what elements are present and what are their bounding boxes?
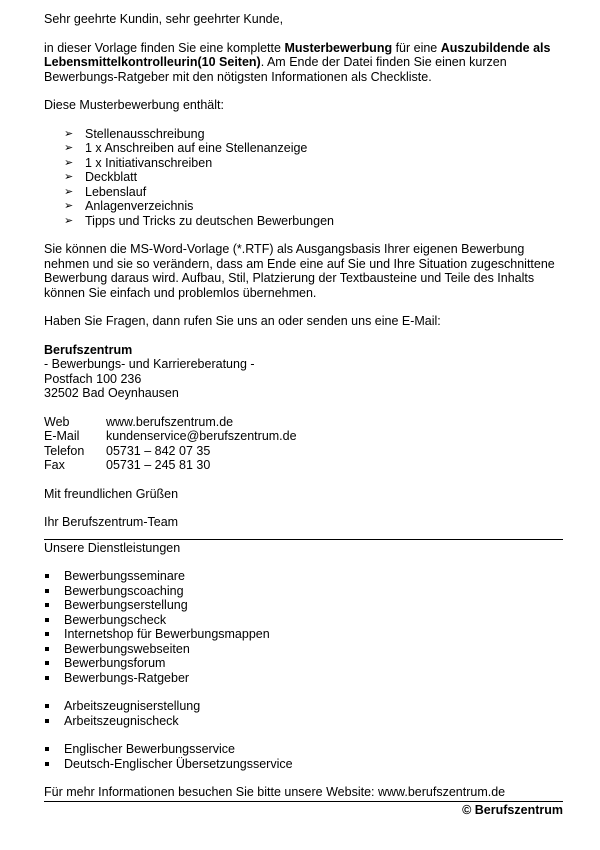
services-list-english — [44, 742, 563, 771]
arrow-bullet-icon: ➢ — [64, 127, 74, 140]
intro-bold-2: Auszubildende als Lebensmittelkontrolleurin(10 Seiten) — [44, 40, 551, 69]
intro-bold-1: Musterbewerbung — [284, 40, 393, 55]
address-line: 32502 Bad Oeynhausen — [44, 386, 179, 400]
services-heading: Unsere Dienstleistungen — [44, 540, 181, 555]
list-item: ➢ Lebenslauf — [64, 184, 147, 199]
contact-row-fax: Fax 05731 – 245 81 30 — [44, 458, 211, 472]
signature: Ihr Berufszentrum-Team — [44, 515, 179, 529]
square-bullet-icon — [45, 647, 49, 651]
arrow-bullet-icon: ➢ — [64, 171, 74, 183]
intro-text-2: für eine — [392, 40, 441, 55]
fax-value: 05731 – 245 81 30 — [106, 458, 211, 472]
contact-row-web: Web www.berufszentrum.de — [44, 414, 234, 429]
copyright: © Berufszentrum — [462, 802, 563, 817]
arrow-bullet-icon: ➢ — [64, 200, 74, 212]
salutation: Sehr geehrte Kundin, sehr geehrter Kunde, — [44, 12, 284, 26]
company-name: Berufszentrum — [44, 342, 133, 357]
square-bullet-icon — [45, 704, 49, 708]
square-bullet-icon — [45, 747, 49, 751]
list-item: Internetshop für Bewerbungsmappen — [44, 627, 563, 642]
list-item: ➢ 1 x Initiativanschreiben — [64, 155, 213, 170]
usage-paragraph: Sie können die MS-Word-Vorlage (*.RTF) als Ausgangsbasis Ihrer eigenen Bewerbung nehmen und sie so verändern, dass am Ende eine auf Sie und Ihre Situation zugeschnittene Bewerbung daraus wird. Aufbau, Stil, Platzierung der Textbausteine und Teile des Inhalts können Sie einfach und problemlos übernehmen. — [44, 242, 555, 300]
arrow-bullet-icon: ➢ — [64, 142, 74, 154]
divider — [44, 539, 563, 540]
square-bullet-icon — [45, 719, 49, 723]
services-list-main — [44, 569, 563, 685]
questions-paragraph: Haben Sie Fragen, dann rufen Sie uns an oder senden uns eine E-Mail: — [44, 314, 441, 328]
list-item: Bewerbungsforum — [44, 656, 563, 671]
arrow-bullet-icon: ➢ — [64, 214, 74, 227]
address-line: Postfach 100 236 — [44, 371, 142, 386]
address-block — [44, 343, 563, 401]
square-bullet-icon — [45, 603, 49, 607]
list-item: Deutsch-Englischer Übersetzungsservice — [44, 757, 563, 772]
services-list-references — [44, 699, 563, 728]
list-item: Bewerbungswebseiten — [44, 642, 563, 657]
contact-row-phone: Telefon 05731 – 842 07 35 — [44, 443, 211, 458]
list-item: Arbeitszeugniserstellung — [44, 699, 563, 714]
list-item: Englischer Bewerbungsservice — [44, 742, 563, 757]
contact-block — [44, 415, 563, 473]
list-item: Bewerbungsseminare — [44, 569, 563, 584]
list-item: Bewerbungs-Ratgeber — [44, 671, 563, 686]
square-bullet-icon — [45, 574, 49, 578]
address-line: - Bewerbungs- und Karriereberatung - — [44, 357, 255, 371]
intro-text-1: in dieser Vorlage finden Sie eine komplette — [44, 40, 285, 55]
list-item: ➢ Anlagenverzeichnis — [64, 199, 194, 213]
footer-info: Für mehr Informationen besuchen Sie bitte unsere Website: www.berufszentrum.de — [44, 785, 506, 799]
intro-paragraph — [44, 41, 563, 85]
square-bullet-icon — [45, 762, 49, 766]
phone-value: 05731 – 842 07 35 — [106, 443, 211, 458]
square-bullet-icon — [45, 618, 49, 622]
list-item: Bewerbungscoaching — [44, 584, 563, 599]
email-link[interactable]: kundenservice@berufszentrum.de — [106, 429, 297, 443]
document-page — [44, 12, 563, 817]
web-link[interactable]: www.berufszentrum.de — [106, 414, 234, 429]
list-item: ➢ Stellenausschreibung — [64, 126, 205, 141]
closing-greeting: Mit freundlichen Grüßen — [44, 486, 179, 501]
square-bullet-icon — [45, 661, 49, 665]
list-item: ➢ Tipps und Tricks zu deutschen Bewerbungen — [64, 213, 334, 228]
intro-text-3: . Am Ende der Datei finden Sie einen kurzen Bewerbungs-Ratgeber mit den nötigsten Informationen als Checkliste. — [44, 55, 507, 84]
contact-row-email: E-Mail kundenservice@berufszentrum.de — [44, 429, 297, 443]
list-item: Bewerbungscheck — [44, 613, 563, 628]
list-item: Arbeitszeugnischeck — [44, 714, 563, 729]
list-item: Bewerbungserstellung — [44, 598, 563, 613]
square-bullet-icon — [45, 676, 49, 680]
arrow-bullet-icon: ➢ — [64, 185, 74, 198]
contains-list — [44, 127, 563, 229]
footer-divider — [44, 801, 563, 802]
square-bullet-icon — [45, 589, 49, 593]
arrow-bullet-icon: ➢ — [64, 156, 74, 169]
list-item: ➢ 1 x Anschreiben auf eine Stellenanzeige — [64, 141, 308, 155]
list-item: ➢ Deckblatt — [64, 170, 138, 184]
square-bullet-icon — [45, 632, 49, 636]
contains-heading: Diese Musterbewerbung enthält: — [44, 98, 224, 112]
